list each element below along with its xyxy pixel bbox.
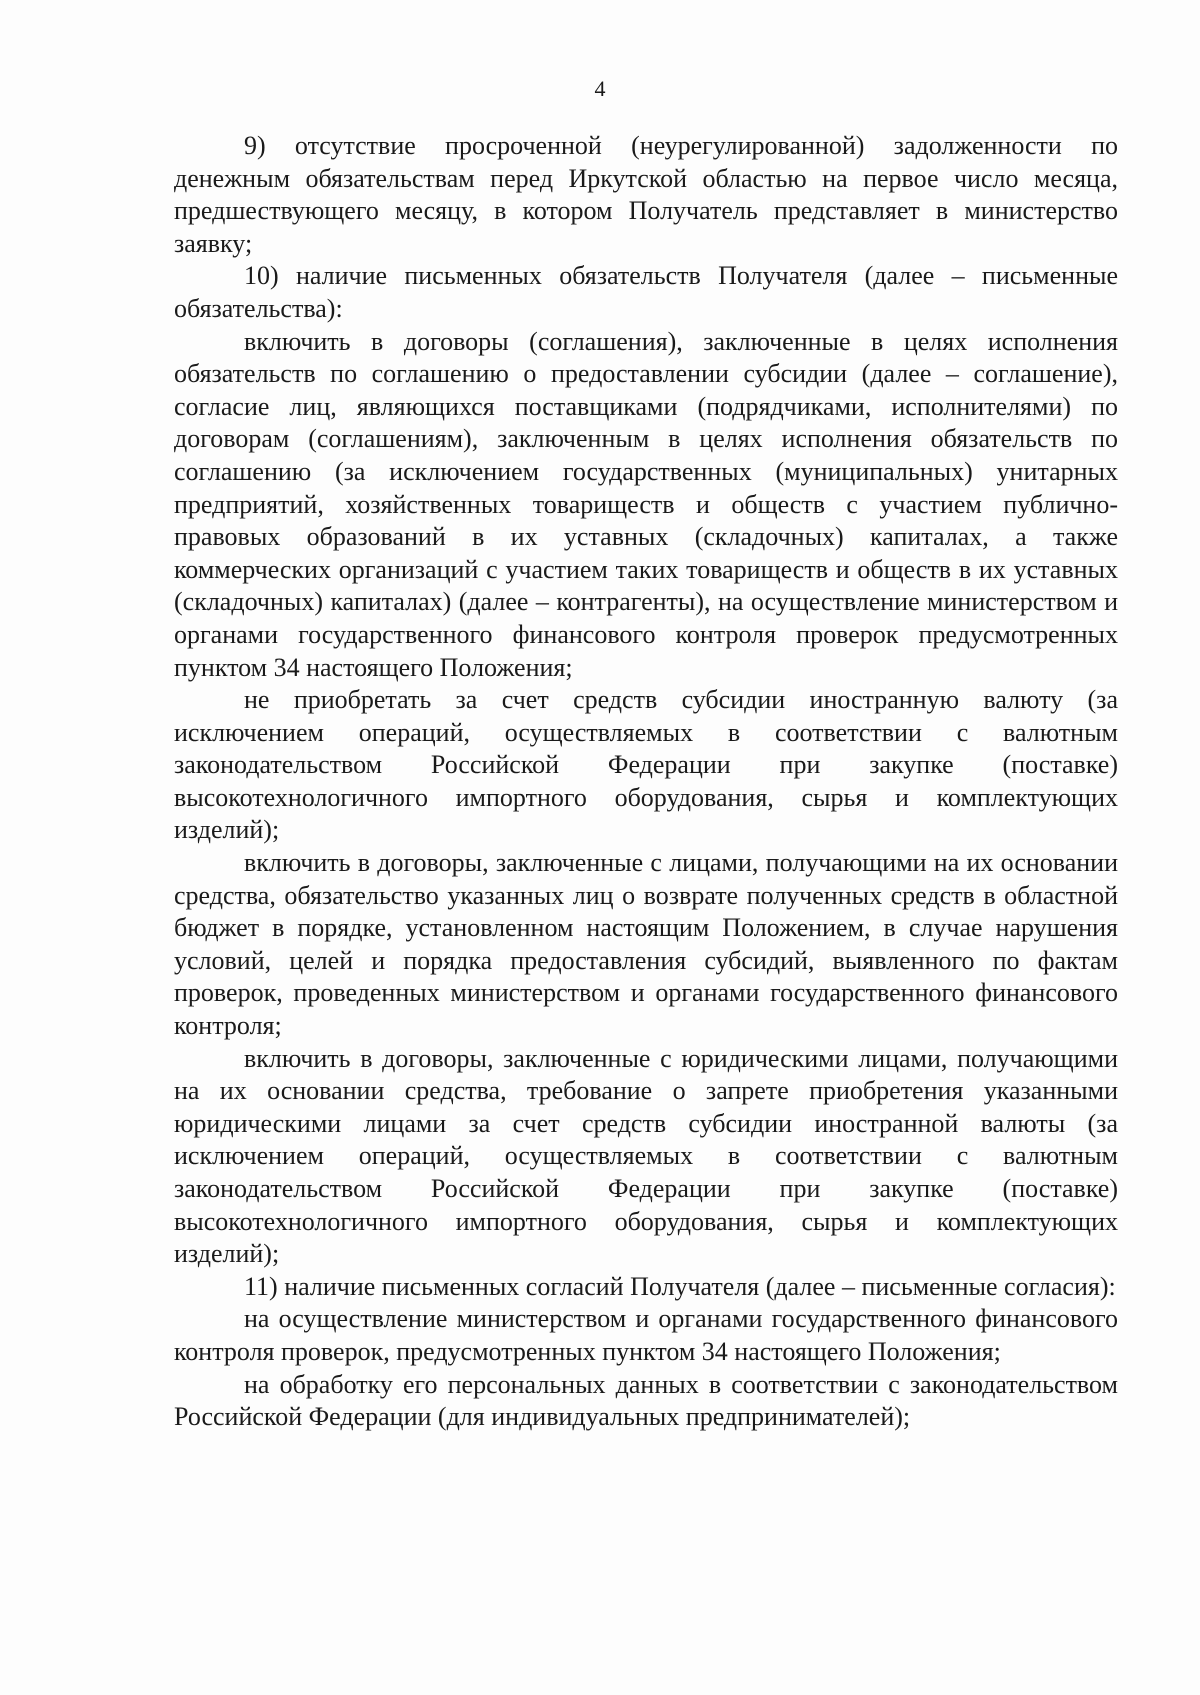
document-body: [174, 130, 1118, 1434]
paragraph-refund-obligation: включить в договоры, заключенные с лицами, получающими на их основании средства, обязательство указанных лиц о возврате полученных средств в областной бюджет в порядке, установленном настоящим Положением, в случае нарушения условий, целей и порядка предоставления субсидий, выявленного по фактам проверок, проведенных министерством и органами государственного финансового контроля;: [174, 848, 1118, 1041]
paragraph-inspections-consent: на осуществление министерством и органами государственного финансового контроля проверок, предусмотренных пунктом 34 настоящего Положения;: [174, 1304, 1118, 1366]
paragraph-contracts-consent: включить в договоры (соглашения), заключенные в целях исполнения обязательств по соглашению о предоставлении субсидии (далее – соглашение), согласие лиц, являющихся поставщиками (подрядчиками, исполнителями) по договорам (соглашениям), заключенным в целях исполнения обязательств по соглашению (за исключением государственных (муниципальных) унитарных предприятий, хозяйственных товариществ и обществ с участием публично-правовых образований в их уставных (складочных) капиталах, а также коммерческих организаций с участием таких товариществ и обществ в их уставных (складочных) капиталах) (далее – контрагенты), на осуществление министерством и органами государственного финансового контроля проверок предусмотренных пунктом 34 настоящего Положения;: [174, 326, 1118, 682]
paragraph-item-11: 11) наличие письменных согласий Получателя (далее – письменные согласия):: [244, 1271, 1116, 1301]
page-number: 4: [594, 76, 606, 101]
paragraph-currency-ban: не приобретать за счет средств субсидии иностранную валюту (за исключением операций, осуществляемых в соответствии с валютным законодательством Российской Федерации при закупке (поставке) высокотехнологичного импортного оборудования, сырья и комплектующих изделий);: [174, 685, 1118, 845]
paragraph-legal-entities-currency: включить в договоры, заключенные с юридическими лицами, получающими на их основании средства, требование о запрете приобретения указанными юридическими лицами за счет средств субсидии иностранной валюты (за исключением операций, осуществляемых в соответствии с валютным законодательством Российской Федерации при закупке (поставке) высокотехнологичного импортного оборудования, сырья и комплектующих изделий);: [174, 1043, 1118, 1269]
paragraph-personal-data-consent: на обработку его персональных данных в соответствии с законодательством Российской Федерации (для индивидуальных предпринимателей);: [174, 1369, 1118, 1432]
paragraph-item-10: 10) наличие письменных обязательств Получателя (далее – письменные обязательства):: [174, 261, 1118, 323]
paragraph-item-9: 9) отсутствие просроченной (неурегулированной) задолженности по денежным обязательствам перед Иркутской областью на первое число месяца, предшествующего месяцу, в котором Получатель представляет в министерство заявку;: [174, 131, 1118, 258]
